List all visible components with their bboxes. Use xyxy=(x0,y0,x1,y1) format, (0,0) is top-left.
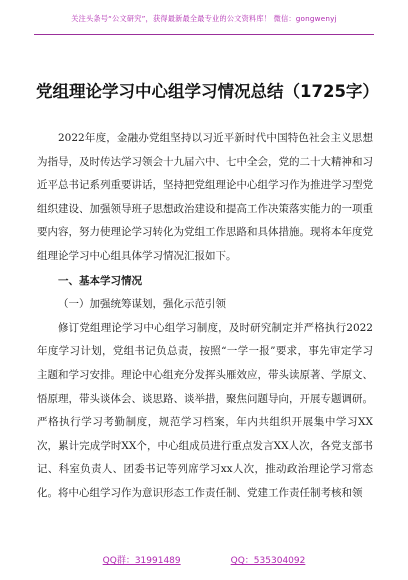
section-heading: 一、基本学习情况 xyxy=(58,274,142,287)
body-paragraph: 修订党组理论学习中心组学习制度，及时研究制定并严格执行2022年度学习计划，党组书记负总责，按照“一学一报”要求，事先审定学习主题和学习安排。理论中心组充分发挥头雁效应，带头读原著、学原文、悟原理，带头谈体会、谈思路、谈举措，聚焦问题导向，开展专题调研。严格执行学习考勤制度，规范学习档案，年内共组织开展集中学习XX次，累计完成学时XX个，中心组成员进行重点发言XX人次，各党支部书记、科室负责人、团委书记等列席学习xx人次，推动政治理论学习常态化。将中心组学习作为意识形态工作责任制、党建工作责任制考核和领 xyxy=(37,321,373,499)
document-body xyxy=(37,127,373,506)
header-banner-text: 关注头条号“公文研究”，获得最新最全最专业的公文资料库！ 微信：gongwenyj xyxy=(71,14,337,23)
qq-group-link[interactable]: QQ群：31991489 xyxy=(102,556,181,566)
footer-contact xyxy=(0,553,408,573)
qq-contact-link[interactable]: QQ：535304092 xyxy=(230,556,306,566)
document-title: 党组理论学习中心组学习情况总结（1725字） xyxy=(36,82,379,101)
subsection-heading: （一）加强统筹谋划，强化示范引领 xyxy=(58,298,226,311)
header-banner xyxy=(34,4,374,35)
intro-paragraph: 2022年度，金融办党组坚持以习近平新时代中国特色社会主义思想为指导，及时传达学习领会十九届六中、七中全会，党的二十大精神和习近平总书记系列重要讲话，坚持把党组理论中心组学习作为推进学习型党组织建设、加强领导班子思想政治建设和提高工作决策落实能力的一项重要内容，努力使理论学习转化为党组工作思路和具体措施。现将本年度党组理论学习中心组具体学习情况汇报如下。 xyxy=(37,132,373,262)
